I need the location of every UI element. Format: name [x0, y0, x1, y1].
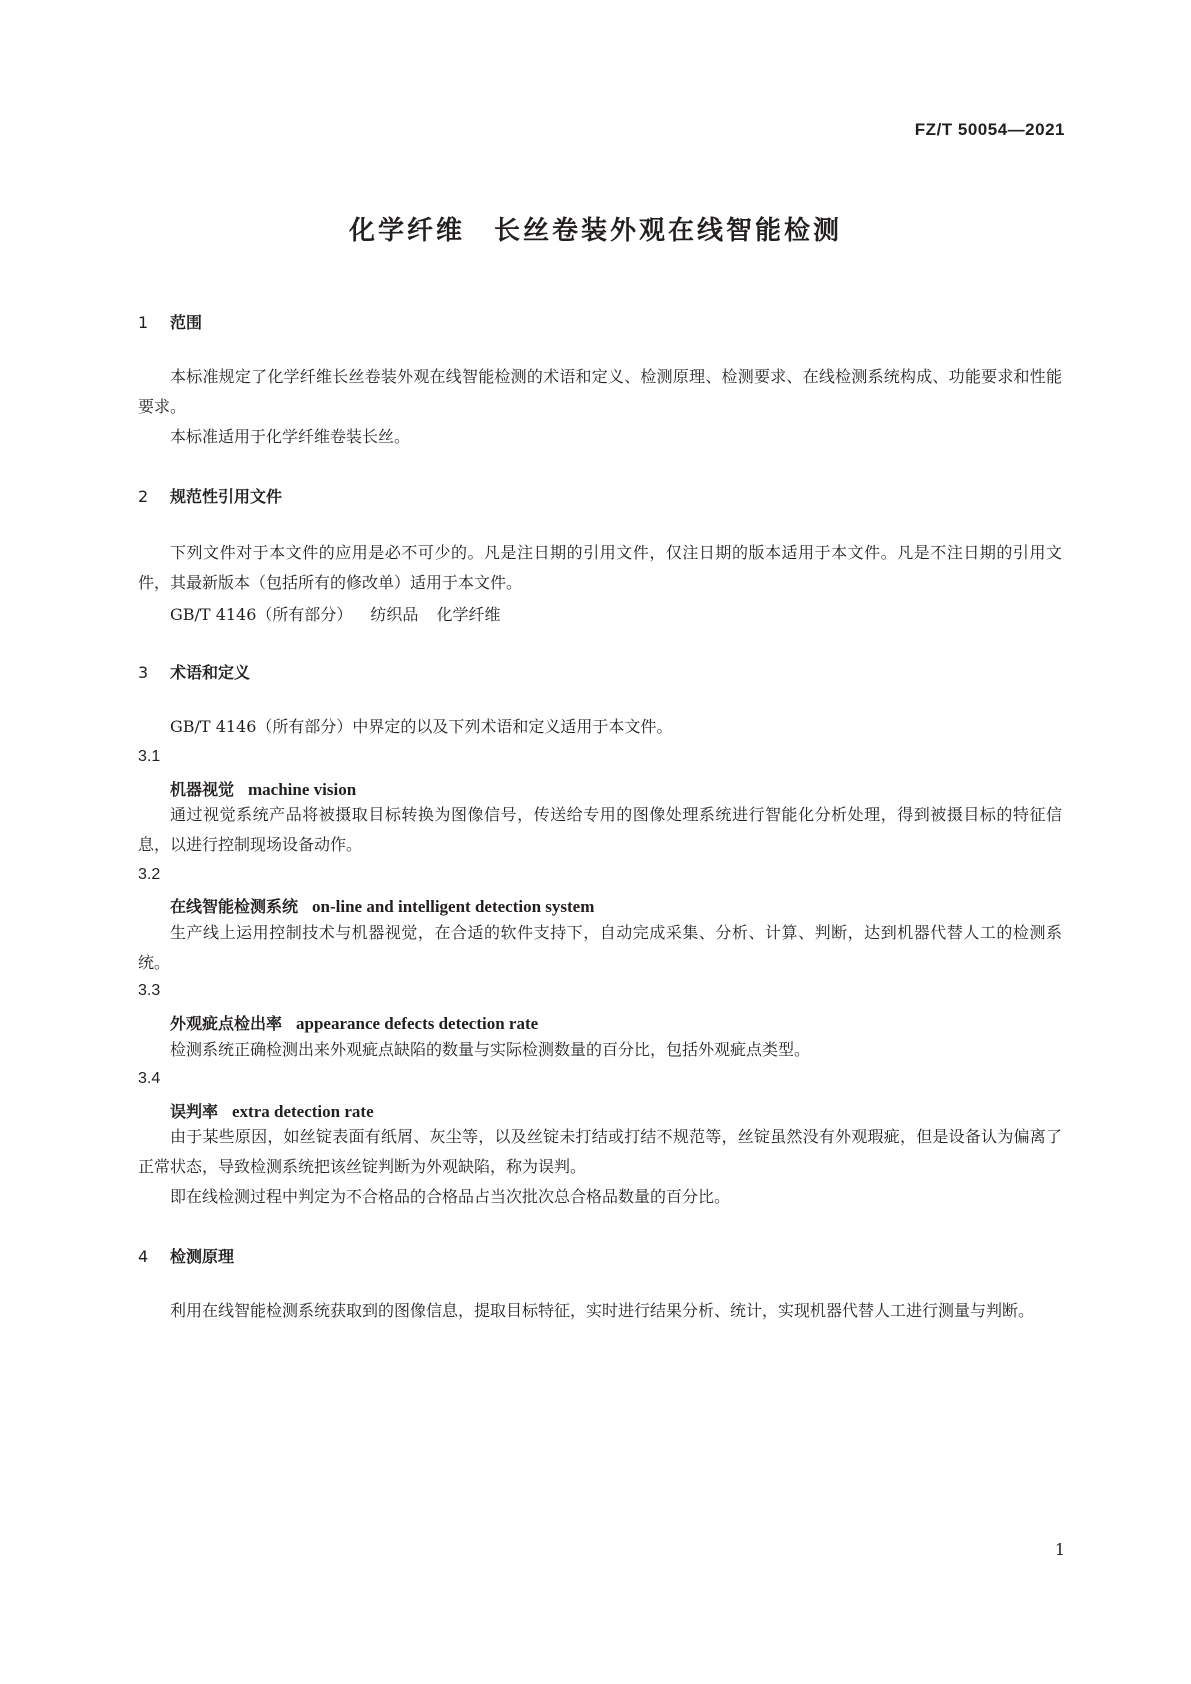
term-title-zh: 在线智能检测系统 — [170, 897, 299, 916]
section-3-intro: GB/T 4146（所有部分）中界定的以及下列术语和定义适用于本文件。 — [170, 717, 673, 736]
standard-code: FZ/T 50054—2021 — [914, 120, 1065, 139]
section-number: 4 — [138, 1247, 149, 1266]
term-title — [170, 1011, 538, 1034]
section-number: 3 — [138, 663, 149, 682]
term-number: 3.3 — [138, 982, 161, 999]
section-title: 术语和定义 — [170, 663, 251, 682]
term-title-en: on-line and intelligent detection system — [312, 897, 595, 916]
term-number: 3.2 — [138, 866, 161, 883]
term-definition: 检测系统正确检测出来外观疵点缺陷的数量与实际检测数量的百分比，包括外观疵点类型。 — [170, 1040, 811, 1059]
section-4-heading — [138, 1244, 234, 1267]
term-title-en: appearance defects detection rate — [296, 1014, 539, 1033]
section-title: 检测原理 — [170, 1247, 235, 1266]
term-title-en: machine vision — [248, 780, 357, 799]
section-number: 1 — [138, 313, 149, 332]
term-title — [170, 1099, 374, 1122]
term-number: 3.4 — [138, 1070, 161, 1087]
section-title: 规范性引用文件 — [170, 487, 283, 506]
section-2-heading — [138, 484, 282, 507]
term-definition: 由于某些原因，如丝锭表面有纸屑、灰尘等，以及丝锭未打结或打结不规范等，丝锭虽然没有外观瑕疵，但是设备认为偏离了正常状态，导致检测系统把该丝锭判断为外观缺陷，称为误判。 — [138, 1127, 1062, 1176]
section-1-paragraph-2: 本标准适用于化学纤维卷装长丝。 — [170, 427, 411, 446]
reference-title-part-1: 纺织品 — [370, 605, 419, 624]
term-title — [170, 894, 594, 917]
term-definition: 通过视觉系统产品将被摄取目标转换为图像信号，传送给专用的图像处理系统进行智能化分析处理，得到被摄目标的特征信息，以进行控制现场设备动作。 — [138, 805, 1062, 854]
section-4-paragraph: 利用在线智能检测系统获取到的图像信息，提取目标特征，实时进行结果分析、统计，实现机器代替人工进行测量与判断。 — [170, 1301, 1035, 1320]
section-number: 2 — [138, 487, 149, 506]
page-number: 1 — [1054, 1540, 1065, 1559]
section-1-heading — [138, 310, 202, 333]
document-title: 化学纤维 长丝卷装外观在线智能检测 — [348, 216, 842, 246]
normative-reference — [170, 602, 500, 625]
term-title-en: extra detection rate — [232, 1102, 374, 1121]
section-title: 范围 — [170, 313, 203, 332]
section-3-heading — [138, 660, 250, 683]
reference-title-part-2: 化学纤维 — [436, 605, 501, 624]
term-number: 3.1 — [138, 748, 161, 765]
term-title-zh: 外观疵点检出率 — [170, 1014, 283, 1033]
term-title-zh: 误判率 — [170, 1102, 219, 1121]
section-1-paragraph-1: 本标准规定了化学纤维长丝卷装外观在线智能检测的术语和定义、检测原理、检测要求、在线检测系统构成、功能要求和性能要求。 — [138, 367, 1062, 416]
term-definition: 生产线上运用控制技术与机器视觉，在合适的软件支持下，自动完成采集、分析、计算、判断，达到机器代替人工的检测系统。 — [138, 923, 1062, 972]
term-definition-note: 即在线检测过程中判定为不合格品的合格品占当次批次总合格品数量的百分比。 — [170, 1187, 731, 1206]
reference-code: GB/T 4146（所有部分） — [170, 605, 353, 624]
term-title-zh: 机器视觉 — [170, 780, 235, 799]
section-2-paragraph: 下列文件对于本文件的应用是必不可少的。凡是注日期的引用文件，仅注日期的版本适用于本文件。凡是不注日期的引用文件，其最新版本（包括所有的修改单）适用于本文件。 — [138, 543, 1062, 592]
term-title — [170, 777, 356, 800]
